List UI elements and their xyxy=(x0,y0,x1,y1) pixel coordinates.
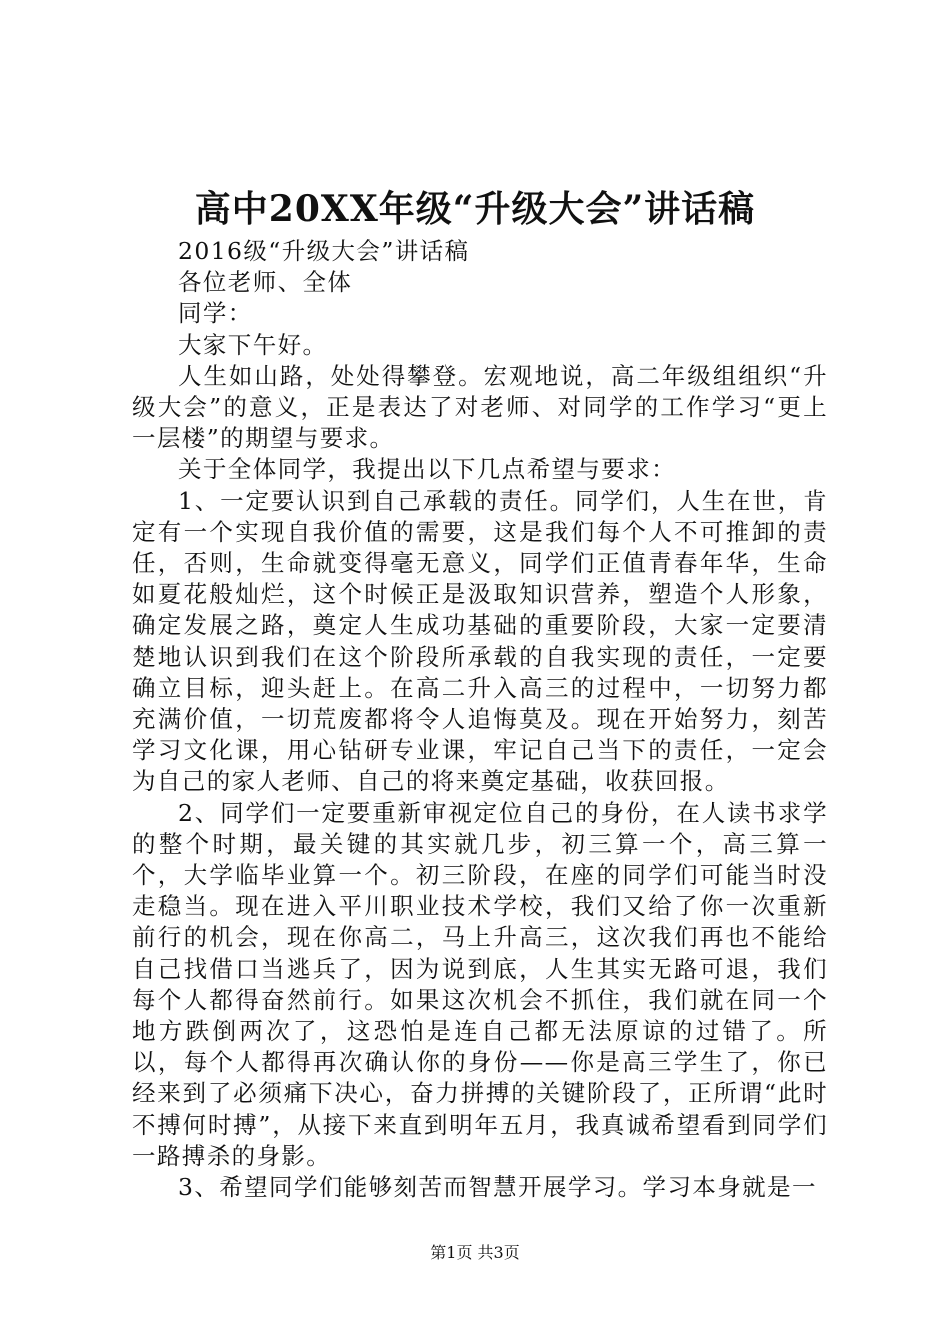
document-title: 高中20XX年级“升级大会”讲话稿 xyxy=(194,188,756,230)
paragraph-point-3: 3、希望同学们能够刻苦而智慧开展学习。学习本身就是一 xyxy=(178,1173,817,1202)
salutation-line-2: 同学： xyxy=(178,299,253,328)
greeting-line: 大家下午好。 xyxy=(178,330,328,359)
salutation-line-1: 各位老师、全体 xyxy=(178,268,353,297)
paragraph-point-1: 1、一定要认识到自己承载的责任。同学们，人生在世，肯定有一个实现自我价值的需要，这是我们每个人不可推卸的责任，否则，生命就变得毫无意义，同学们正值青春年华，生命如夏花般灿烂，这个时候正是汲取知识营养，塑造个人形象，确定发展之路，奠定人生成功基础的重要阶段，大家一定要清楚地认识到我们在这个阶段所承载的自我实现的责任，一定要确立目标，迎头赶上。在高二升入高三的过程中，一切努力都充满价值，一切荒废都将令人追悔莫及。现在开始努力，刻苦学习文化课，用心钻研专业课，牢记自己当下的责任，一定会为自己的家人老师、自己的将来奠定基础，收获回报。 xyxy=(132,486,828,796)
paragraph-requirements-lead: 关于全体同学，我提出以下几点希望与要求： xyxy=(178,455,676,484)
paragraph-intro: 人生如山路，处处得攀登。宏观地说，高二年级组组织“升级大会”的意义，正是表达了对老师、对同学的工作学习“更上一层楼”的期望与要求。 xyxy=(132,361,828,453)
page-footer: 第1页 共3页 xyxy=(430,1243,520,1262)
document-body xyxy=(132,236,828,1203)
subtitle-line: 2016级“升级大会”讲话稿 xyxy=(178,237,470,265)
paragraph-point-2: 2、同学们一定要重新审视定位自己的身份，在人读书求学的整个时期，最关键的其实就几步，初三算一个，高三算一个，大学临毕业算一个。初三阶段，在座的同学们可能当时没走稳当。现在进入平川职业技术学校，我们又给了你一次重新前行的机会，现在你高二，马上升高三，这次我们再也不能给自己找借口当逃兵了，因为说到底，人生其实无路可退，我们每个人都得奋然前行。如果这次机会不抓住，我们就在同一个地方跌倒两次了，这恐怕是连自己都无法原谅的过错了。所以，每个人都得再次确认你的身份——你是高三学生了，你已经来到了必须痛下决心，奋力拼搏的关键阶段了，正所谓“此时不搏何时搏”，从接下来直到明年五月，我真诚希望看到同学们一路搏杀的身影。 xyxy=(132,798,828,1170)
